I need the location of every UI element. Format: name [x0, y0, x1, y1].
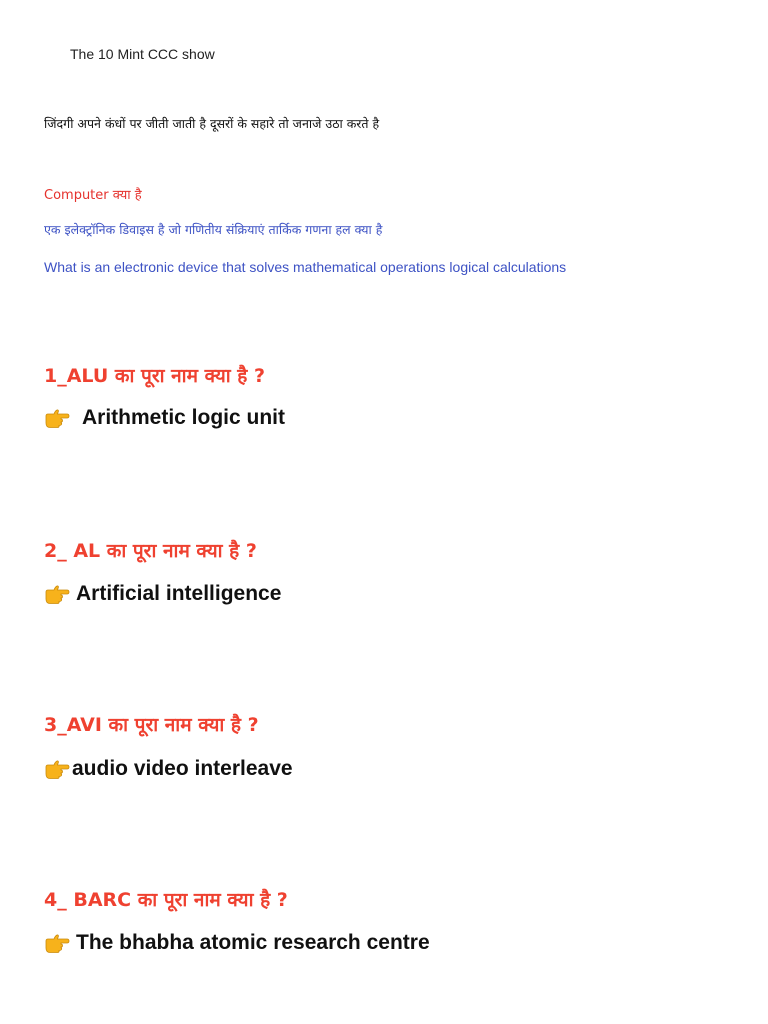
answer-4: [44, 931, 430, 955]
answer-1-text: Arithmetic logic unit: [82, 406, 286, 429]
question-4: 4_ BARC का पूरा नाम क्या है ?: [44, 889, 288, 911]
pointing-hand-icon: [44, 933, 70, 953]
question-3: 3_AVI का पूरा नाम क्या है ?: [44, 714, 259, 736]
answer-3-text: audio video interleave: [72, 757, 293, 780]
quote-text: जिंदगी अपने कंधों पर जीती जाती है दूसरों के सहारे तो जनाजे उठा करते है: [44, 116, 380, 131]
answer-2: [44, 582, 281, 606]
answer-4-text: The bhabha atomic research centre: [76, 931, 430, 954]
pointing-hand-icon: [44, 584, 70, 604]
definition-hindi: एक इलेक्ट्रॉनिक डिवाइस है जो गणितीय संक्रियाएं तार्किक गणना हल क्या है: [44, 222, 383, 237]
definition-heading: Computer क्या है: [44, 188, 142, 203]
question-1: 1_ALU का पूरा नाम क्या है ?: [44, 365, 266, 387]
definition-english: What is an electronic device that solves mathematical operations logical calculations: [44, 259, 567, 275]
pointing-hand-icon: [44, 759, 70, 779]
answer-1: [44, 406, 285, 430]
answer-2-text: Artificial intelligence: [76, 582, 282, 605]
answer-3: [44, 757, 293, 781]
question-2: 2_ AL का पूरा नाम क्या है ?: [44, 540, 257, 562]
page-header-title: The 10 Mint CCC show: [70, 46, 215, 62]
pointing-hand-icon: [44, 408, 70, 428]
